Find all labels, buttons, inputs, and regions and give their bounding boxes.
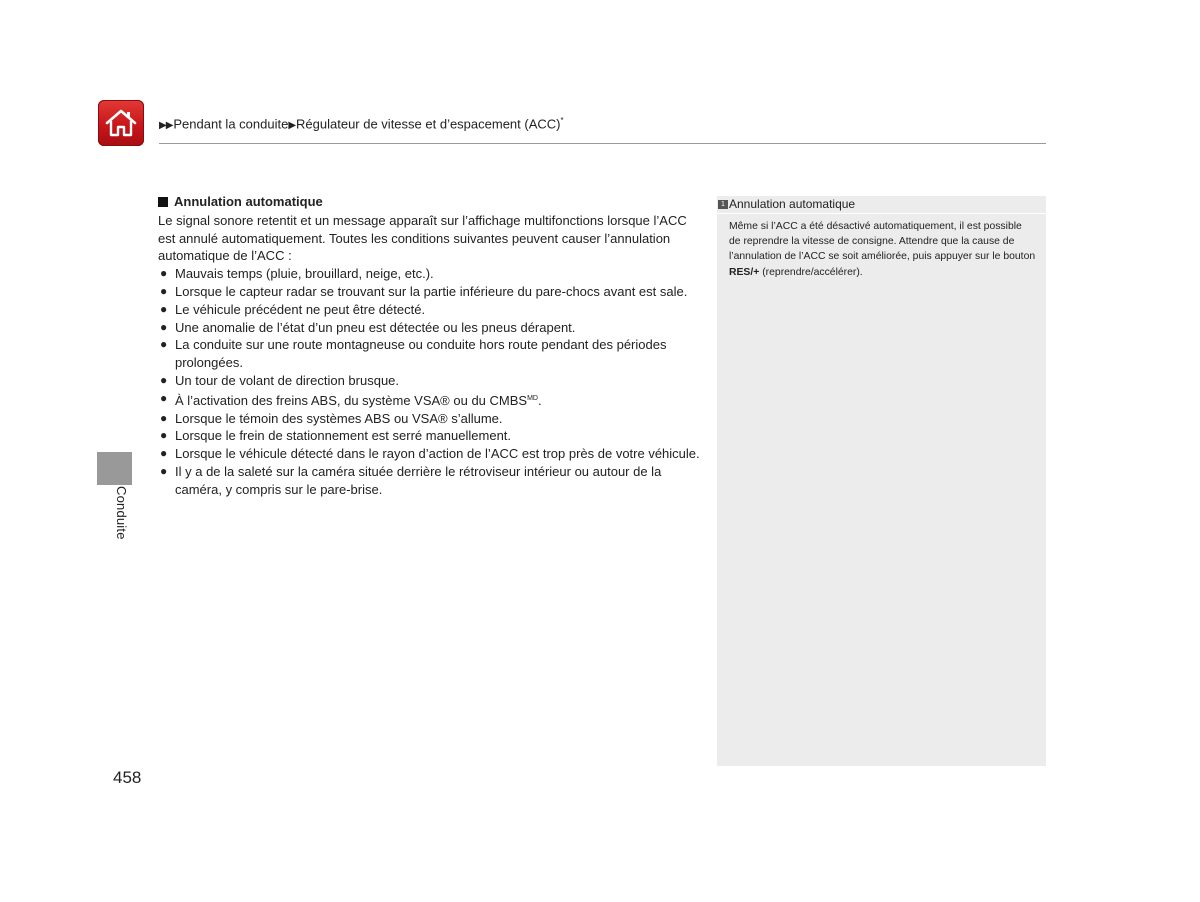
bullet-icon: ●: [160, 301, 168, 316]
list-item: [158, 265, 706, 283]
breadcrumb-link-acc[interactable]: Régulateur de vitesse et d’espacement (ACC): [296, 116, 561, 132]
bullet-icon: ●: [160, 266, 168, 281]
section-label: Conduite: [114, 486, 129, 540]
home-icon: [104, 108, 138, 138]
sidebar-text: [717, 214, 1046, 280]
breadcrumb-link-driving[interactable]: Pendant la conduite: [173, 116, 289, 132]
section-tab[interactable]: [97, 452, 132, 485]
breadcrumb: [159, 116, 564, 131]
list-item-text: À l’activation des freins ABS, du système VSA® ou du CMBS: [175, 392, 528, 408]
list-item: [158, 283, 706, 301]
sidebar-title: Annulation automatique: [729, 197, 856, 211]
bullet-icon: ●: [160, 463, 168, 478]
list-item: [158, 427, 706, 445]
list-item-text: Une anomalie de l’état d’un pneu est détectée ou les pneus dérapent.: [175, 319, 576, 335]
bullet-icon: ●: [160, 446, 168, 461]
section-heading: [158, 193, 706, 211]
list-item-text: La conduite sur une route montagneuse ou conduite hors route pendant des périodes prolongées.: [175, 337, 667, 371]
list-item-text: Lorsque le témoin des systèmes ABS ou VSA® s’allume.: [175, 410, 503, 426]
heading-square-icon: [158, 197, 168, 207]
superscript-md: MD: [527, 394, 538, 402]
heading-text: Annulation automatique: [174, 194, 323, 209]
page-number: 458: [113, 768, 142, 787]
list-item: [158, 463, 706, 499]
list-item: [158, 390, 706, 410]
list-item-end: .: [537, 392, 542, 408]
sidebar-text-before: Même si l’ACC a été désactivé automatiquement, il est possible de reprendre la vitesse de consigne. Attendre que la cause de l’annulation de l’ACC se soit améliorée, puis appuyer sur le bouton: [729, 221, 1036, 263]
note-reference-icon: 1: [718, 200, 728, 209]
main-content: [158, 193, 706, 499]
bullet-icon: ●: [160, 428, 168, 443]
list-item: [158, 336, 706, 372]
bullet-icon: ●: [160, 410, 168, 425]
list-item-text: Lorsque le véhicule détecté dans le rayon d’action de l’ACC est trop près de votre véhicule.: [175, 446, 700, 462]
list-item: [158, 301, 706, 319]
home-button[interactable]: [98, 100, 144, 146]
breadcrumb-separator-icon: ▶: [288, 120, 296, 132]
sidebar-text-after: (reprendre/accélérer).: [759, 266, 863, 278]
list-item-text: Il y a de la saleté sur la caméra située derrière le rétroviseur intérieur ou autour de la caméra, y compris sur le pare-brise.: [175, 463, 662, 497]
list-item-text: Lorsque le capteur radar se trouvant sur la partie inférieure du pare-chocs avant est sale.: [175, 283, 688, 299]
list-item-text: Mauvais temps (pluie, brouillard, neige, etc.).: [175, 266, 434, 282]
bullet-icon: ●: [160, 319, 168, 334]
breadcrumb-asterisk: *: [560, 116, 564, 125]
conditions-list: [158, 265, 706, 498]
list-item: [158, 445, 706, 463]
bullet-icon: ●: [160, 337, 168, 352]
bullet-icon: ●: [160, 372, 168, 387]
list-item-text: Un tour de volant de direction brusque.: [175, 372, 400, 388]
bullet-icon: ●: [160, 283, 168, 298]
intro-paragraph: Le signal sonore retentit et un message apparaît sur l’affichage multifonctions lorsque l’ACC est annulé automatiquement. Toutes les conditions suivantes peuvent causer l’annulation automatique de l’ACC :: [158, 212, 687, 264]
breadcrumb-arrow-icon: ▶▶: [159, 120, 173, 132]
list-item: [158, 410, 706, 428]
list-item: [158, 372, 706, 390]
list-item: [158, 319, 706, 337]
list-item-text: Le véhicule précédent ne peut être détecté.: [175, 301, 426, 317]
sidebar-button-name: RES/+: [729, 266, 760, 278]
sidebar-note: [717, 196, 1046, 766]
list-item-text: Lorsque le frein de stationnement est serré manuellement.: [175, 428, 512, 444]
header-divider: [159, 143, 1046, 144]
bullet-icon: ●: [160, 390, 168, 405]
sidebar-header: [717, 196, 1046, 214]
